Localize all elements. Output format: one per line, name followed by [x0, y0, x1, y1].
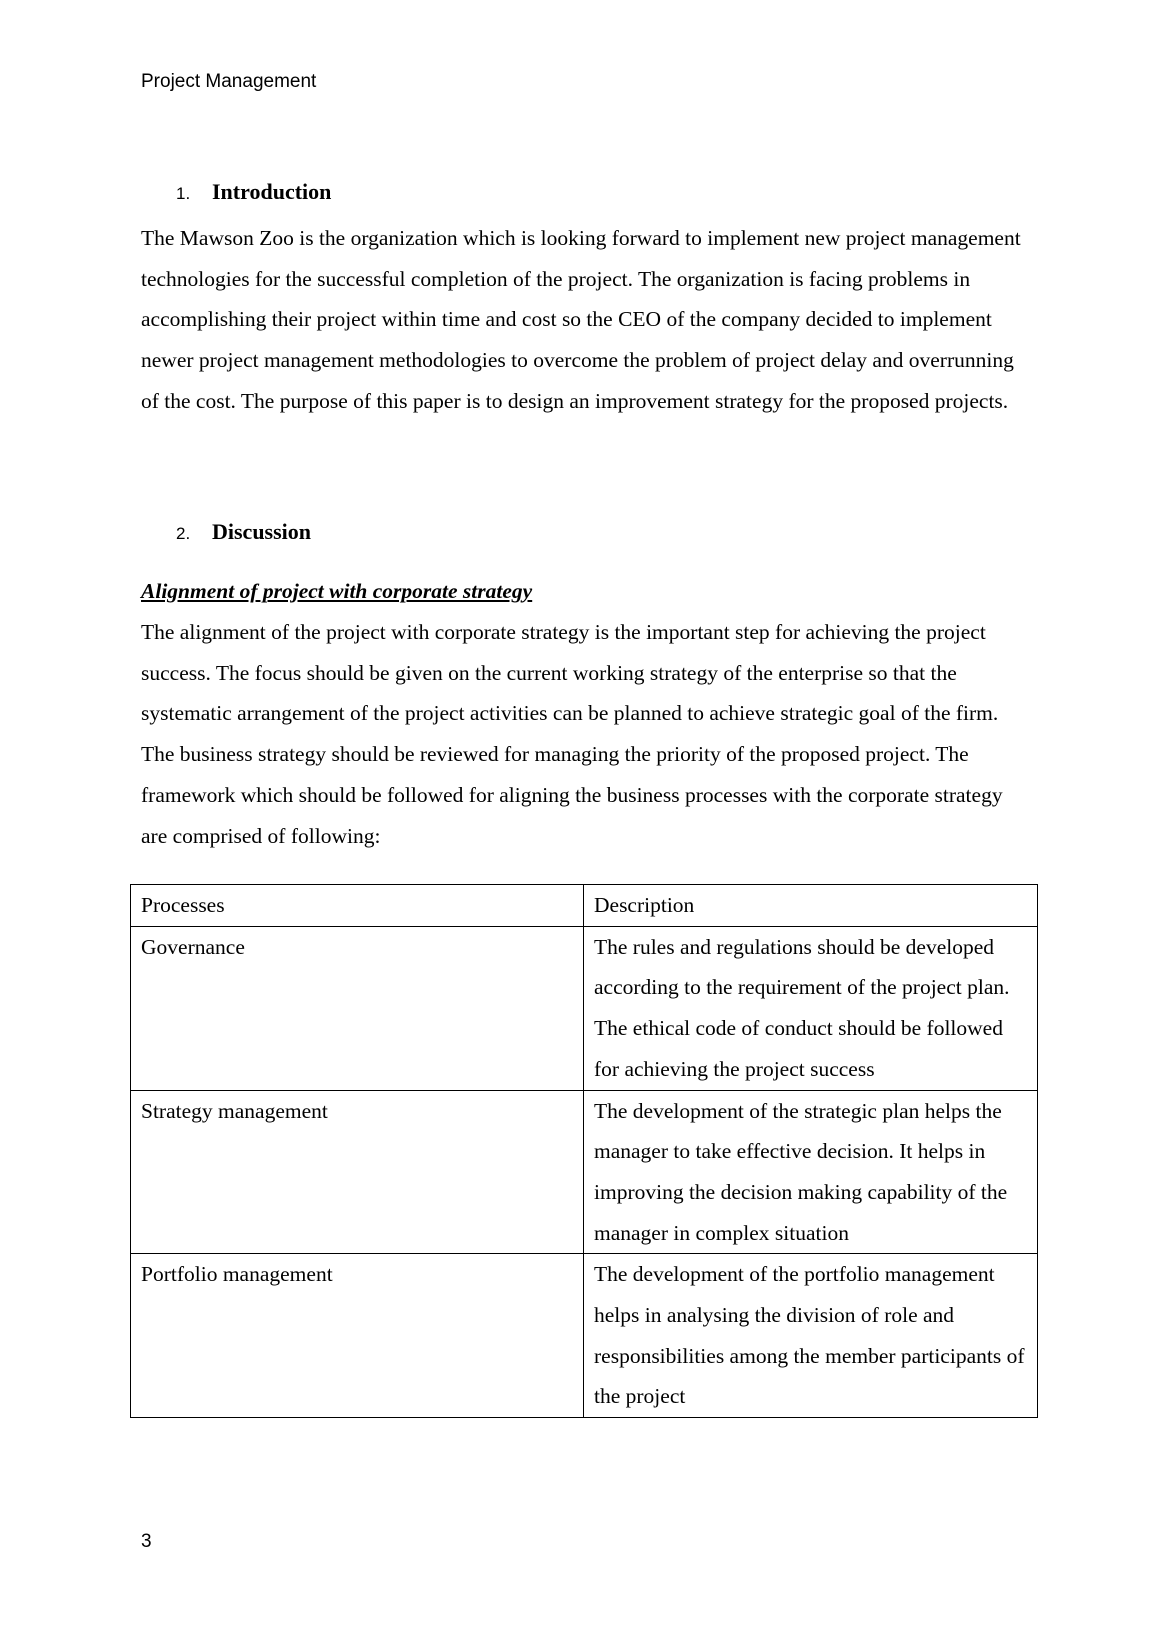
description-cell: The development of the strategic plan helps the manager to take effective decision. It helps in improving the decision making capability of the manager in complex situation: [584, 1090, 1038, 1254]
table-header-cell: Processes: [131, 885, 584, 927]
discussion-paragraph: The alignment of the project with corporate strategy is the important step for achieving the project success. The focus should be given on the current working strategy of the enterprise so that the systematic arrangement of the project activities can be planned to achieve strategic goal of the firm. The business strategy should be reviewed for managing the priority of the proposed project. The framework which should be followed for aligning the business processes with the corporate strategy are comprised of following:: [141, 620, 1003, 848]
table-row: [131, 926, 1038, 1090]
table-row: [131, 1090, 1038, 1254]
process-cell: Governance: [131, 926, 584, 1090]
section-heading-introduction: [176, 178, 331, 208]
processes-table: [130, 884, 1038, 1418]
process-cell: Strategy management: [131, 1090, 584, 1254]
section-number: 2.: [176, 524, 191, 543]
section-title: Discussion: [212, 519, 312, 544]
table-header-cell: Description: [584, 885, 1038, 927]
running-header: Project Management: [141, 71, 317, 92]
section-heading-discussion: [176, 518, 311, 548]
description-cell: The development of the portfolio management helps in analysing the division of role and responsibilities among the member participants of the project: [584, 1254, 1038, 1418]
table-header-row: [131, 885, 1038, 927]
description-cell: The rules and regulations should be developed according to the requirement of the project plan. The ethical code of conduct should be followed for achieving the project success: [584, 926, 1038, 1090]
section-title: Introduction: [212, 179, 332, 204]
table-row: [131, 1254, 1038, 1418]
section-number: 1.: [176, 184, 191, 203]
introduction-paragraph: The Mawson Zoo is the organization which is looking forward to implement new project management technologies for the successful completion of the project. The organization is facing problems in accomplishing their project within time and cost so the CEO of the company decided to implement newer project management methodologies to overcome the problem of project delay and overrunning of the cost. The purpose of this paper is to design an improvement strategy for the proposed projects.: [141, 226, 1021, 413]
subheading-alignment: Alignment of project with corporate strategy: [141, 579, 533, 603]
process-cell: Portfolio management: [131, 1254, 584, 1418]
page-number: 3: [141, 1531, 152, 1552]
